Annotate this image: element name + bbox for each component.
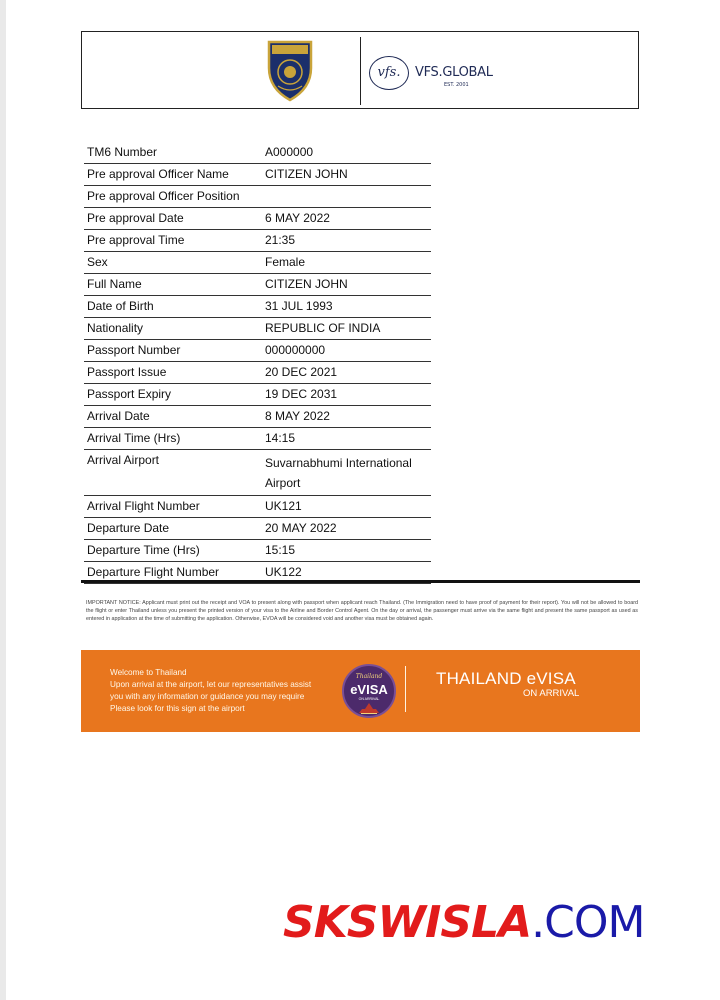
evisa-banner: [81, 650, 640, 732]
row-value: 21:35: [265, 233, 296, 247]
row-value: 19 DEC 2031: [265, 387, 338, 401]
evisa-badge-icon: [342, 664, 396, 718]
banner-line: Welcome to Thailand: [110, 668, 187, 677]
badge-evisa-text: eVISA: [350, 682, 388, 697]
banner-title: THAILAND eVISA: [436, 669, 576, 688]
table-row: [84, 296, 431, 318]
banner-welcome-text: [110, 667, 311, 715]
row-value: Suvarnabhumi International Airport: [265, 456, 412, 490]
row-label: Pre approval Officer Position: [87, 189, 240, 203]
banner-divider: [405, 666, 406, 712]
page-left-edge: [0, 0, 6, 1000]
row-value: CITIZEN JOHN: [265, 167, 348, 181]
row-label: Departure Date: [87, 521, 170, 535]
banner-line: Upon arrival at the airport, let our representatives assist: [110, 680, 312, 689]
temple-icon: [357, 702, 381, 714]
banner-line: you with any information or guidance you may require: [110, 692, 305, 701]
applicant-details-table: [84, 142, 431, 584]
row-value: 20 MAY 2022: [265, 521, 337, 535]
row-value: 8 MAY 2022: [265, 409, 330, 423]
table-row: [84, 540, 431, 562]
table-row: [84, 362, 431, 384]
table-row: [84, 142, 431, 164]
table-row: [84, 428, 431, 450]
table-row: [84, 518, 431, 540]
watermark-part-blue: .COM: [531, 897, 645, 948]
table-row: [84, 186, 431, 208]
row-value: [265, 189, 431, 205]
banner-subtitle: ON ARRIVAL: [523, 688, 580, 699]
row-label: Departure Time (Hrs): [87, 543, 200, 557]
row-label: Arrival Flight Number: [87, 499, 200, 513]
header-divider: [360, 37, 361, 105]
table-row: [84, 318, 431, 340]
row-value: A000000: [265, 145, 314, 159]
row-value: 000000000: [265, 343, 326, 357]
vfs-logo-icon: vfs.: [369, 56, 409, 90]
badge-thailand-text: Thailand: [355, 673, 383, 680]
row-value: 6 MAY 2022: [265, 211, 330, 225]
row-value: UK122: [265, 565, 302, 579]
row-label: TM6 Number: [87, 145, 158, 159]
row-label: Pre approval Time: [87, 233, 185, 247]
table-row: [84, 496, 431, 518]
vfs-brand-name: VFS.GLOBAL: [415, 65, 493, 80]
section-divider: [81, 580, 640, 583]
row-label: Full Name: [87, 277, 142, 291]
row-label: Departure Flight Number: [87, 565, 220, 579]
watermark-part-red: SKSWISLA: [283, 897, 532, 948]
table-row: [84, 164, 431, 186]
row-label: Arrival Time (Hrs): [87, 431, 181, 445]
row-value: 31 JUL 1993: [265, 299, 333, 313]
row-value: 15:15: [265, 543, 296, 557]
table-row: [84, 208, 431, 230]
row-value: 20 DEC 2021: [265, 365, 338, 379]
important-notice: IMPORTANT NOTICE: Applicant must print out the receipt and VOA to present along with passport when applicant reach Thailand. (The Immigration need to have proof of payment for their report). You will not be allowed to board the flight or enter Thailand unless you present the printed version of your visa to the Airline and Border Control Agent. On the day or arrival, the passenger must arrive via the same flight and present the same passport as used as entered in application at the time of submitting the application. Otherwise, EVOA will be considered void and another visa must be obtained again.: [86, 600, 638, 622]
table-row: [84, 274, 431, 296]
row-label: Arrival Date: [87, 409, 150, 423]
row-label: Nationality: [87, 321, 144, 335]
row-label: Passport Expiry: [87, 387, 172, 401]
row-label: Arrival Airport: [87, 453, 160, 467]
table-row: [84, 450, 431, 496]
table-row: [84, 340, 431, 362]
badge-on-arrival-text: ON ARRIVAL: [358, 697, 380, 701]
vfs-established: EST. 2001: [444, 82, 469, 88]
police-emblem-icon: [265, 38, 315, 102]
table-row: [84, 230, 431, 252]
row-label: Date of Birth: [87, 299, 154, 313]
table-row: [84, 252, 431, 274]
row-value: 14:15: [265, 431, 296, 445]
row-value: REPUBLIC OF INDIA: [265, 321, 381, 335]
row-value: Female: [265, 255, 306, 269]
row-label: Pre approval Officer Name: [87, 167, 229, 181]
table-row: [84, 384, 431, 406]
row-value: UK121: [265, 499, 302, 513]
document-header: [81, 31, 639, 109]
banner-line: Please look for this sign at the airport: [110, 704, 245, 713]
row-label: Passport Issue: [87, 365, 167, 379]
watermark: [283, 896, 644, 950]
table-row: [84, 406, 431, 428]
row-label: Pre approval Date: [87, 211, 184, 225]
row-label: Passport Number: [87, 343, 181, 357]
row-value: CITIZEN JOHN: [265, 277, 348, 291]
row-label: Sex: [87, 255, 108, 269]
